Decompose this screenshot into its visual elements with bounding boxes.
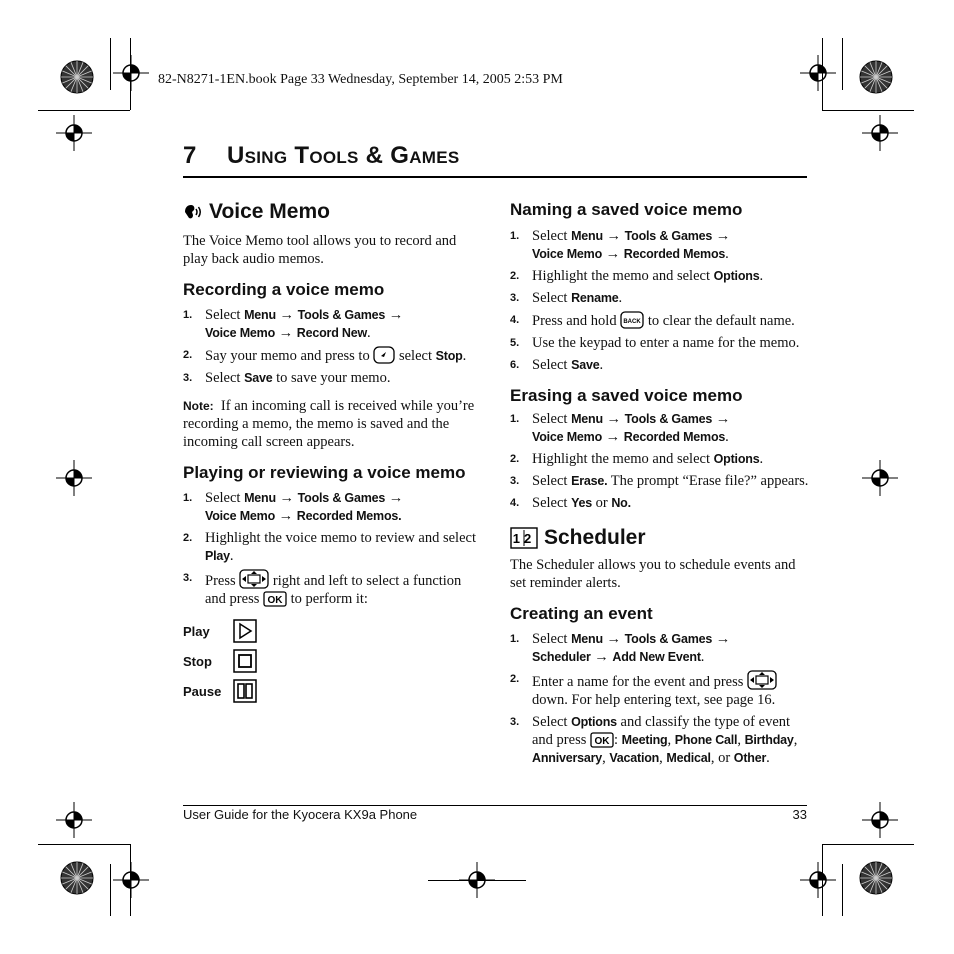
- erasing-steps: [510, 410, 810, 512]
- crop-mark: [38, 110, 130, 111]
- control-label: Pause: [183, 683, 222, 699]
- voice-memo-heading: [183, 200, 483, 224]
- list-item: 2. Say your memo and press to select Stop.: [183, 348, 467, 364]
- right-column: [510, 200, 810, 767]
- chapter-number: 7: [183, 142, 197, 169]
- playing-steps: [183, 489, 483, 608]
- scheduler-heading: [510, 526, 810, 550]
- list-item: 3. Select Options and classify the type of event and press OK : Meeting, Phone Call, Birthday, Anniversary, Vacation, Medical, or Other.: [510, 714, 798, 766]
- crop-mark: [822, 844, 914, 845]
- control-label: Stop: [183, 653, 212, 669]
- registration-target-icon: [862, 115, 898, 151]
- crop-mark: [842, 864, 843, 916]
- voice-memo-intro: The Voice Memo tool allows you to record and play back audio memos.: [183, 233, 457, 267]
- left-softkey-icon: [373, 346, 395, 364]
- registration-target-icon: [113, 862, 149, 898]
- list-item: 2. Highlight the memo and select Options.: [510, 451, 764, 467]
- registration-target-icon: [113, 55, 149, 91]
- list-item: 3. Select Rename.: [510, 290, 623, 306]
- control-row-play: [183, 616, 483, 646]
- star-target-icon: [59, 860, 95, 896]
- list-item: 2. Highlight the voice memo to review and select Play.: [183, 530, 476, 564]
- registration-target-icon: [862, 460, 898, 496]
- creating-heading: Creating an event: [510, 604, 653, 623]
- chapter-title: Using Tools & Games: [227, 142, 460, 169]
- playing-heading: Playing or reviewing a voice memo: [183, 463, 466, 482]
- list-item: 1. Select Menu → Tools & Games → Scheduler → Add New Event.: [510, 631, 731, 665]
- list-item: 2. Highlight the memo and select Options.: [510, 268, 764, 284]
- crop-mark: [110, 38, 111, 90]
- creating-steps: [510, 630, 810, 767]
- naming-steps: [510, 227, 810, 374]
- svg-text:OK: OK: [267, 595, 283, 606]
- list-item: 4. Press and hold BACK to clear the default name.: [510, 313, 795, 329]
- list-item: 3. Select Erase. The prompt “Erase file?” appears.: [510, 473, 809, 489]
- scheduler-intro: The Scheduler allows you to schedule events and set reminder alerts.: [510, 557, 796, 591]
- back-key-icon: [620, 311, 644, 329]
- crop-mark: [822, 110, 914, 111]
- voice-memo-title: Voice Memo: [209, 200, 330, 223]
- footer-title: User Guide for the Kyocera KX9a Phone: [183, 807, 418, 822]
- list-item: 2. Enter a name for the event and press down. For help entering text, see page 16.: [510, 670, 810, 709]
- registration-target-icon: [56, 115, 92, 151]
- control-row-stop: [183, 646, 483, 676]
- book-header: 82-N8271-1EN.book Page 33 Wednesday, September 14, 2005 2:53 PM: [158, 72, 563, 87]
- svg-text:OK: OK: [594, 736, 610, 747]
- scheduler-icon: [510, 527, 538, 549]
- recording-steps: [183, 306, 483, 387]
- ok-key-icon: [590, 732, 614, 748]
- registration-target-icon: [56, 460, 92, 496]
- registration-target-icon: [862, 802, 898, 838]
- page-footer: [183, 805, 807, 822]
- list-item: 1. Select Menu → Tools & Games → Voice Memo → Recorded Memos.: [183, 490, 404, 524]
- pause-icon: [233, 679, 257, 703]
- control-row-pause: [183, 676, 483, 706]
- list-item: 5. Use the keypad to enter a name for the memo.: [510, 335, 800, 351]
- crop-mark: [842, 38, 843, 90]
- ok-key-icon: [263, 591, 287, 607]
- navigation-key-icon: [239, 569, 269, 589]
- crop-mark: [110, 864, 111, 916]
- erasing-heading: Erasing a saved voice memo: [510, 386, 743, 405]
- registration-target-icon: [800, 55, 836, 91]
- list-item: 1. Select Menu → Tools & Games → Voice Memo → Recorded Memos.: [510, 411, 731, 445]
- chapter-heading: [183, 140, 807, 178]
- crop-mark: [38, 844, 130, 845]
- page-number: 33: [792, 807, 807, 822]
- list-item: 3. Select Save to save your memo.: [183, 370, 391, 386]
- svg-text:12: 12: [512, 531, 536, 546]
- scheduler-title: Scheduler: [544, 526, 646, 549]
- control-label: Play: [183, 623, 210, 639]
- registration-target-icon: [800, 862, 836, 898]
- list-item: 3. Press right and left to select a function and press OK to perform it:: [183, 569, 483, 608]
- registration-target-icon: [56, 802, 92, 838]
- navigation-key-icon: [747, 670, 777, 690]
- voice-memo-icon: [183, 203, 203, 221]
- star-target-icon: [59, 59, 95, 95]
- crop-mark: [428, 880, 526, 881]
- list-item: 6. Select Save.: [510, 357, 604, 373]
- left-column: [183, 200, 483, 706]
- naming-heading: Naming a saved voice memo: [510, 200, 743, 219]
- play-icon: [233, 619, 257, 643]
- note: Note: If an incoming call is received while you’re recording a memo, the memo is saved and the incoming call screen appears.: [183, 398, 475, 450]
- list-item: 1. Select Menu → Tools & Games → Voice Memo → Recorded Memos.: [510, 228, 731, 262]
- playback-controls: [183, 616, 483, 706]
- recording-heading: Recording a voice memo: [183, 280, 385, 299]
- stop-icon: [233, 649, 257, 673]
- svg-text:BACK: BACK: [623, 319, 641, 325]
- star-target-icon: [858, 59, 894, 95]
- list-item: 4. Select Yes or No.: [510, 495, 631, 511]
- list-item: 1. Select Menu → Tools & Games → Voice Memo → Record New.: [183, 307, 404, 341]
- star-target-icon: [858, 860, 894, 896]
